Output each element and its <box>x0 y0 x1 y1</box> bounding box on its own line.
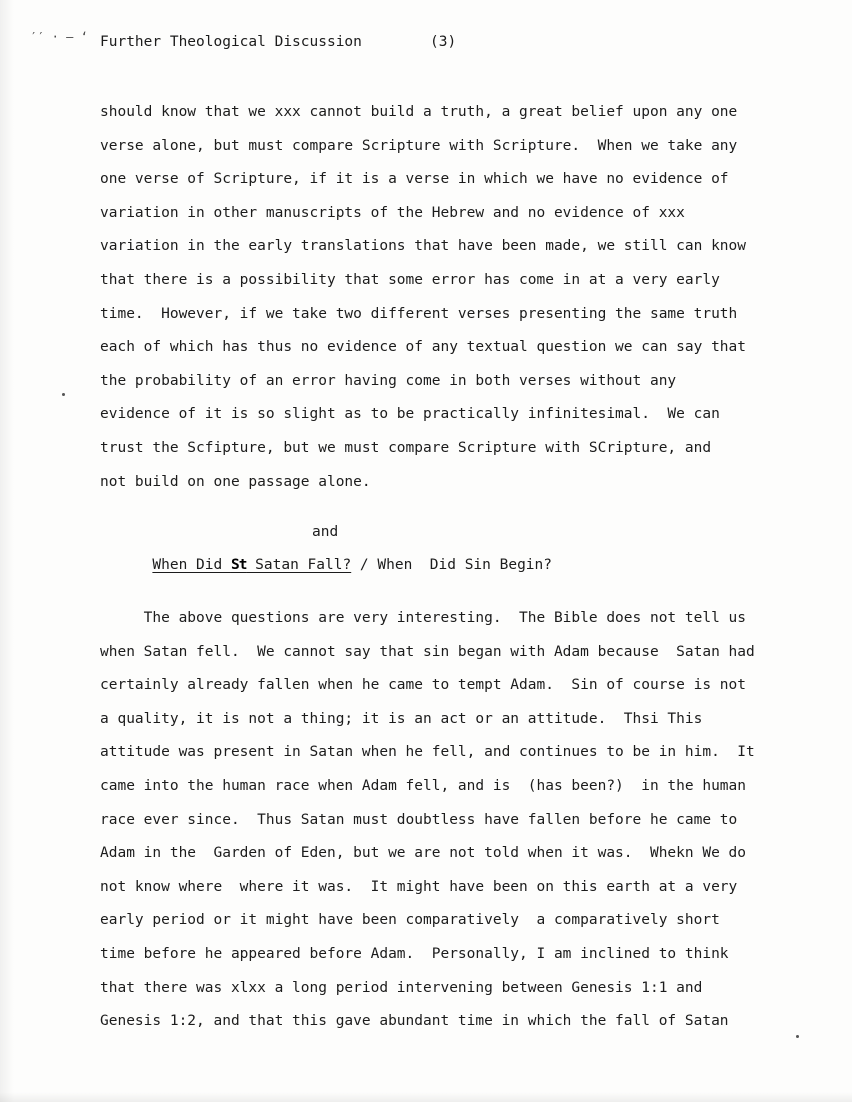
text-line: time before he appeared before Adam. Personally, I am inclined to think <box>100 945 729 962</box>
text-line: race ever since. Thus Satan must doubtless have fallen before he came to <box>100 811 738 828</box>
text-line: verse alone, but must compare Scripture with Scripture. When we take any <box>100 137 738 154</box>
text-line: that there was xlxx a long period intervening between Genesis 1:1 and <box>100 979 703 996</box>
text-line: a quality, it is not a thing; it is an act or an attitude. Thsi This <box>100 710 703 727</box>
paragraph-2 <box>100 602 800 1039</box>
text-line: attitude was present in Satan when he fell, and continues to be in him. It <box>100 744 755 761</box>
heading-insertion: and <box>312 524 339 540</box>
text-line: variation in other manuscripts of the Hebrew and no evidence of xxx <box>100 204 685 221</box>
text-line: each of which has thus no evidence of any textual question we can say that <box>100 339 747 356</box>
text-line: when Satan fell. We cannot say that sin began with Adam because Satan had <box>100 643 755 660</box>
text-line: Adam in the Garden of Eden, but we are not told when it was. Whekn We do <box>100 845 747 862</box>
text-line: certainly already fallen when he came to tempt Adam. Sin of course is not <box>100 677 747 694</box>
page-edge-shadow <box>0 0 14 1102</box>
text-line: early period or it might have been comparatively a comparatively short <box>100 912 720 929</box>
page-bottom-shadow <box>0 1092 852 1102</box>
text-line: the probability of an error having come in both verses without any <box>100 372 677 389</box>
heading-rest: / When Did Sin Begin? <box>351 557 552 573</box>
page-number: (3) <box>430 34 457 50</box>
margin-mark: ′′ · ‒ ‘ <box>30 30 88 44</box>
text-line: not know where where it was. It might have been on this earth at a very <box>100 878 738 895</box>
page-header-title: Further Theological Discussion <box>100 34 362 50</box>
section-heading <box>100 541 552 589</box>
paragraph-1 <box>100 96 800 499</box>
text-line: one verse of Scripture, if it is a verse in which we have no evidence of <box>100 171 729 188</box>
text-line: evidence of it is so slight as to be practically infinitesimal. We can <box>100 406 720 423</box>
text-line: should know that we xxx cannot build a truth, a great belief upon any one <box>100 104 738 120</box>
paper-speck <box>62 393 65 396</box>
text-line: variation in the early translations that have been made, we still can know <box>100 238 747 255</box>
heading-underlined-part: When Did St Satan Fall? <box>152 557 352 573</box>
text-line: Genesis 1:2, and that this gave abundant time in which the fall of Satan <box>100 1013 729 1030</box>
text-line: time. However, if we take two different verses presenting the same truth <box>100 305 738 322</box>
text-line: trust the Scfipture, but we must compare Scripture with SCripture, and <box>100 439 712 456</box>
text-line: that there is a possibility that some error has come in at a very early <box>100 271 720 288</box>
text-line: came into the human race when Adam fell, and is (has been?) in the human <box>100 777 747 794</box>
paper-speck <box>796 1035 799 1038</box>
text-line: not build on one passage alone. <box>100 473 371 490</box>
text-line: The above questions are very interesting. The Bible does not tell us <box>100 610 747 626</box>
